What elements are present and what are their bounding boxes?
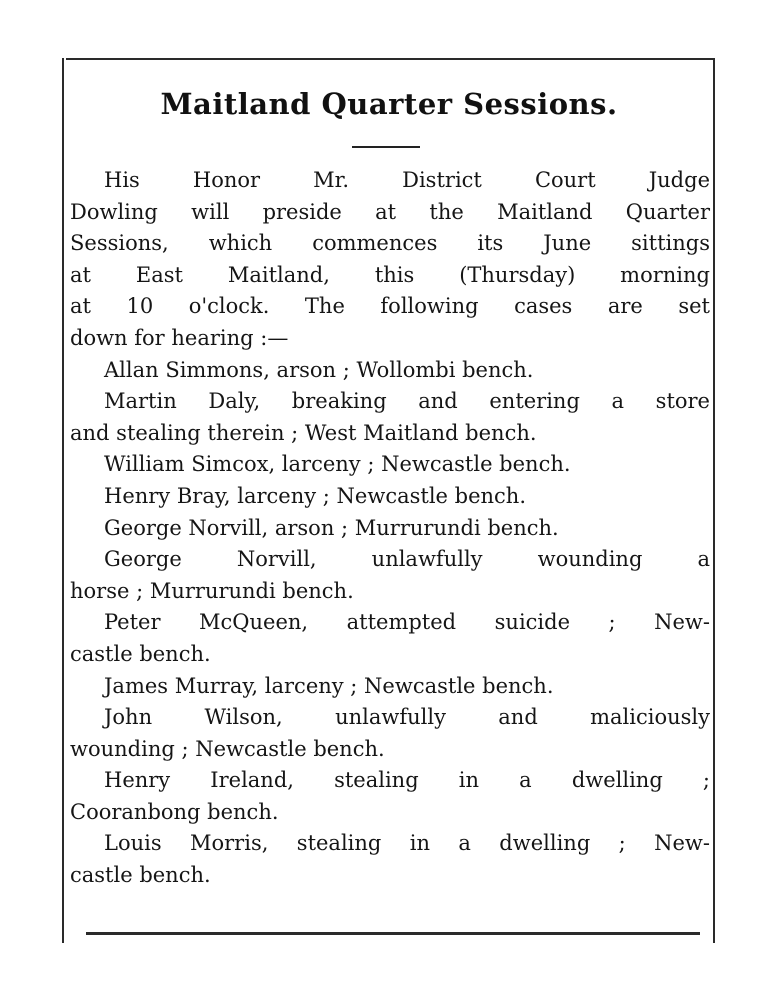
case-line: Henry Bray, larceny ; Newcastle bench. (104, 483, 526, 508)
case-line: John Wilson, unlawfully and maliciously (104, 705, 710, 730)
intro-line: at East Maitland, this (Thursday) morning (70, 262, 710, 287)
case-line: George Norvill, unlawfully wounding a (104, 547, 710, 572)
article-headline: Maitland Quarter Sessions. (160, 87, 618, 121)
top-border-rule (66, 58, 714, 60)
left-column-rule (62, 58, 64, 943)
intro-line: at 10 o'clock. The following cases are set (70, 294, 710, 319)
article-body (70, 165, 710, 892)
case-line: castle bench. (70, 641, 211, 666)
intro-line: down for hearing :— (70, 325, 289, 350)
right-column-rule (713, 58, 715, 943)
intro-line: His Honor Mr. District Court Judge (104, 168, 710, 192)
headline-separator-dash (352, 146, 420, 148)
case-line: William Simcox, larceny ; Newcastle bench. (104, 452, 571, 477)
case-line: Louis Morris, stealing in a dwelling ; New- (104, 831, 710, 856)
case-line: Martin Daly, breaking and entering a store (104, 389, 710, 414)
bottom-border-rule (86, 932, 700, 935)
case-line: and stealing therein ; West Maitland bench. (70, 420, 537, 445)
case-line: Henry Ireland, stealing in a dwelling ; (104, 768, 710, 793)
case-line: George Norvill, arson ; Murrurundi bench. (104, 515, 559, 540)
intro-line: Dowling will preside at the Maitland Quarter (70, 199, 710, 224)
case-line: wounding ; Newcastle bench. (70, 736, 385, 761)
case-line: Peter McQueen, attempted suicide ; New- (104, 610, 710, 635)
case-line: Cooranbong bench. (70, 799, 279, 824)
intro-line: Sessions, which commences its June sittings (70, 231, 710, 256)
case-line: castle bench. (70, 863, 211, 888)
case-line: Allan Simmons, arson ; Wollombi bench. (104, 357, 534, 382)
case-line: horse ; Murrurundi bench. (70, 578, 354, 603)
case-line: James Murray, larceny ; Newcastle bench. (104, 673, 554, 698)
